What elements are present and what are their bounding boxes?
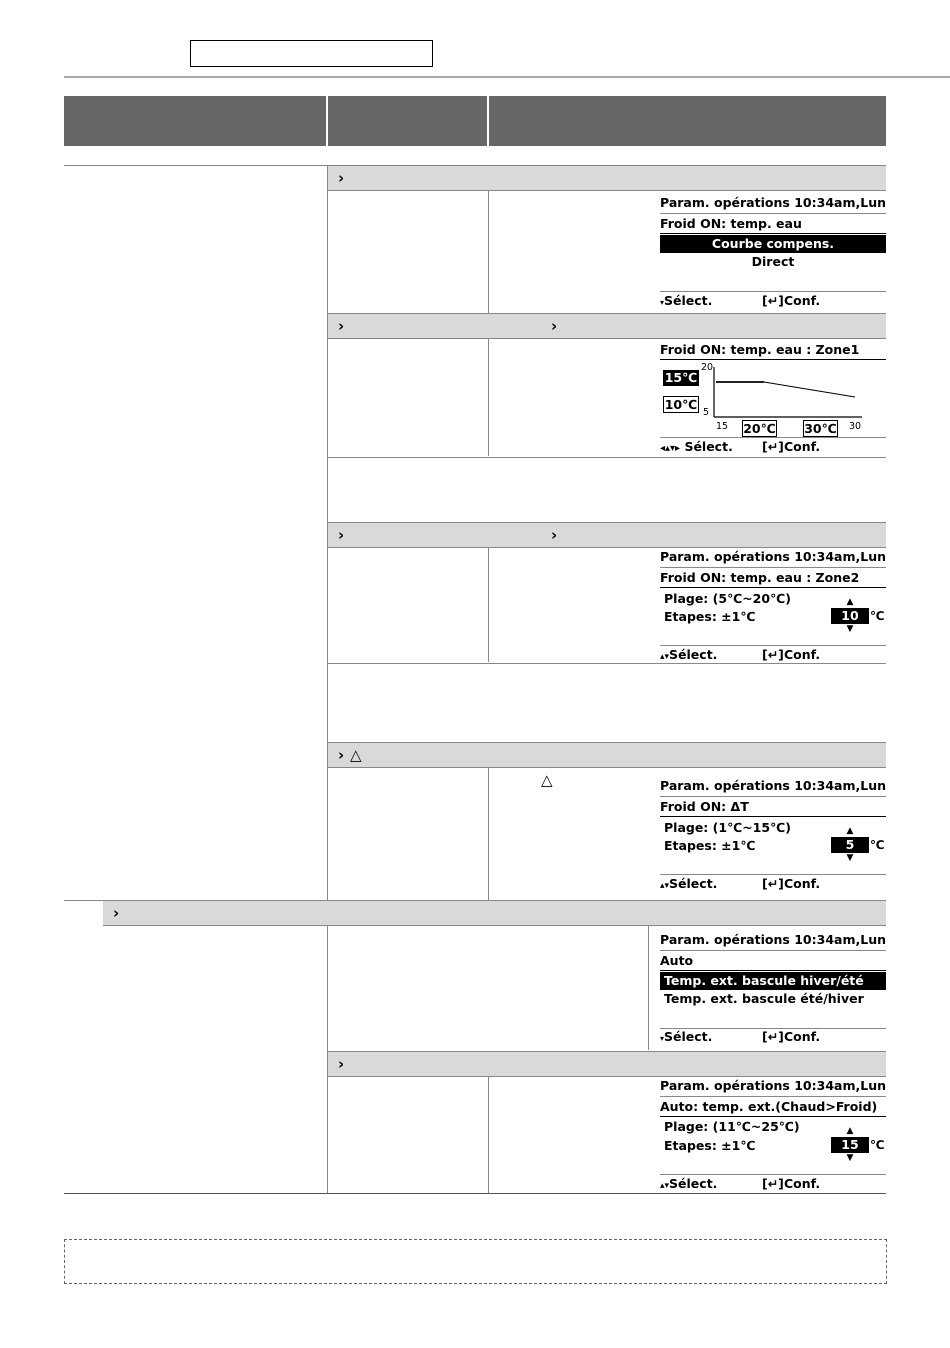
screen-water-temp-mode (660, 194, 886, 312)
screen-auto-switch (660, 931, 886, 1049)
row-divider (328, 457, 886, 458)
value-stepper[interactable]: 10 (831, 608, 869, 624)
range-label: Plage: (5℃~20℃) (664, 591, 791, 606)
screen-title: Param. opérations (660, 932, 790, 947)
footer-select: Sélect. (669, 1176, 718, 1191)
row-divider (328, 663, 886, 664)
footer-select: Sélect. (664, 293, 713, 308)
chevron-icon: › (338, 746, 345, 764)
screen-subtitle: Froid ON: temp. eau : Zone2 (660, 570, 860, 585)
curve-high-value[interactable]: 15℃ (664, 370, 698, 385)
footer-confirm: Conf. (784, 647, 821, 662)
section-band-1 (328, 165, 886, 191)
table-header-col2 (328, 96, 487, 146)
enter-key-icon: [↵] (762, 876, 784, 891)
screen-zone1-curve (660, 341, 886, 456)
unit-label: ℃ (870, 609, 885, 623)
chevron-icon: › (113, 904, 120, 922)
up-arrow-icon[interactable]: ▲ (846, 826, 854, 836)
four-way-arrow-icon: ◂▴▾▸ (660, 443, 681, 454)
chevron-icon: › (551, 526, 558, 544)
up-arrow-icon[interactable]: ▲ (846, 1126, 854, 1136)
value-stepper[interactable]: 15 (831, 1137, 869, 1153)
option-direct[interactable]: Direct (751, 254, 795, 269)
screen-zone2-direct (660, 548, 886, 663)
value-stepper[interactable]: 5 (831, 837, 869, 853)
footer-select: Sélect. (684, 439, 733, 454)
screen-subtitle: Auto (660, 953, 694, 968)
screen-title: Param. opérations (660, 1078, 790, 1093)
screen-title: Param. opérations (660, 195, 790, 210)
col2-divider (488, 1077, 489, 1193)
footer-select: Sélect. (664, 1029, 713, 1044)
screen-auto-heat-cool-temp (660, 1077, 886, 1192)
col2-divider (488, 548, 489, 662)
curve-x-high[interactable]: 30℃ (804, 421, 837, 436)
steps-label: Etapes: ±1℃ (664, 609, 756, 624)
x-tick-min: 15 (716, 421, 729, 432)
table-header-col1 (64, 96, 326, 146)
screen-time: 10:34am,Lun (794, 932, 886, 947)
col2-divider (488, 191, 489, 313)
enter-key-icon: [↵] (762, 647, 784, 662)
screen-title: Froid ON: temp. eau : Zone1 (660, 342, 860, 357)
footer-select: Sélect. (669, 647, 718, 662)
enter-key-icon: [↵] (762, 439, 784, 454)
steps-label: Etapes: ±1℃ (664, 1138, 756, 1153)
x-tick-max: 30 (849, 421, 862, 432)
chevron-icon: › (551, 317, 558, 335)
footer-confirm: Conf. (784, 876, 821, 891)
up-arrow-icon[interactable]: ▲ (846, 597, 854, 607)
delta-triangle-icon: △ (350, 746, 362, 764)
col2-divider (488, 768, 489, 900)
screen-subtitle: Froid ON: temp. eau (660, 216, 802, 231)
compensation-curve-graph (712, 367, 864, 419)
screen-time: 10:34am,Lun (794, 195, 886, 210)
header-rule (64, 76, 950, 78)
screen-title: Param. opérations (660, 778, 790, 793)
steps-label: Etapes: ±1℃ (664, 838, 756, 853)
option-compensation-curve[interactable]: Courbe compens. (660, 235, 886, 253)
curve-x-low[interactable]: 20℃ (743, 421, 776, 436)
chevron-icon: › (338, 317, 345, 335)
screen-time: 10:34am,Lun (794, 549, 886, 564)
chevron-icon: › (338, 526, 345, 544)
screen-time: 10:34am,Lun (794, 1078, 886, 1093)
screen-delta-t (660, 777, 886, 892)
down-arrow-icon[interactable]: ▼ (846, 1153, 854, 1163)
col3-divider (648, 926, 649, 1050)
option-summer-winter[interactable]: Temp. ext. bascule été/hiver (664, 991, 864, 1006)
section-title-box (190, 40, 433, 67)
footer-confirm: Conf. (784, 1029, 821, 1044)
y-tick-max: 20 (701, 362, 714, 373)
chevron-icon: › (338, 1055, 345, 1073)
delta-triangle-icon: △ (541, 771, 553, 789)
up-down-arrow-icon: ▴▾ (660, 881, 670, 891)
enter-key-icon: [↵] (762, 293, 784, 308)
down-arrow-icon[interactable]: ▼ (846, 624, 854, 634)
chevron-icon: › (338, 169, 345, 187)
down-arrow-icon: ▾ (660, 1034, 665, 1043)
y-tick-min: 5 (703, 407, 710, 418)
down-arrow-icon: ▾ (660, 298, 665, 307)
down-arrow-icon[interactable]: ▼ (846, 853, 854, 863)
range-label: Plage: (11℃~25℃) (664, 1119, 800, 1134)
up-down-arrow-icon: ▴▾ (660, 652, 670, 662)
enter-key-icon: [↵] (762, 1029, 784, 1044)
screen-subtitle: Froid ON: ΔT (660, 799, 749, 814)
footer-confirm: Conf. (784, 1176, 821, 1191)
col2-divider (488, 339, 489, 456)
screen-subtitle: Auto: temp. ext.(Chaud>Froid) (660, 1099, 878, 1114)
section-band-auto (103, 900, 886, 926)
screen-time: 10:34am,Lun (794, 778, 886, 793)
footer-confirm: Conf. (784, 439, 821, 454)
unit-label: ℃ (870, 1138, 885, 1152)
unit-label: ℃ (870, 838, 885, 852)
section-band-4 (328, 742, 886, 768)
screen-title: Param. opérations (660, 549, 790, 564)
footer-confirm: Conf. (784, 293, 821, 308)
table-header-col3 (489, 96, 886, 146)
note-box (64, 1239, 887, 1284)
up-down-arrow-icon: ▴▾ (660, 1181, 670, 1191)
curve-low-value[interactable]: 10℃ (664, 397, 698, 412)
section-band-3 (328, 522, 886, 548)
section-band-6 (328, 1051, 886, 1077)
footer-select: Sélect. (669, 876, 718, 891)
enter-key-icon: [↵] (762, 1176, 784, 1191)
range-label: Plage: (1℃~15℃) (664, 820, 791, 835)
table-bottom-line (64, 1193, 886, 1194)
section-band-2 (328, 313, 886, 339)
option-winter-summer[interactable]: Temp. ext. bascule hiver/été (660, 972, 886, 990)
